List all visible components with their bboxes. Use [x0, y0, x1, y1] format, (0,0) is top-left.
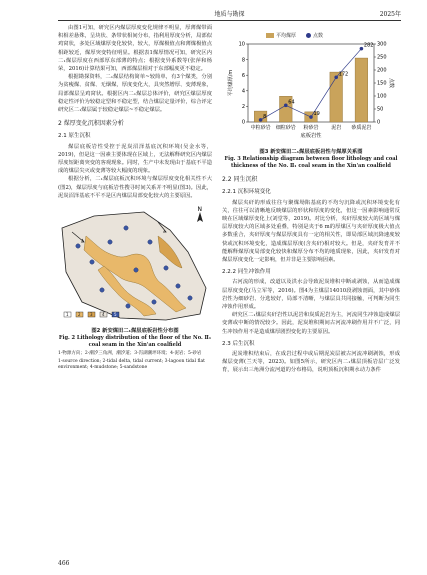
lithology-map — [58, 206, 212, 324]
left-column — [58, 24, 212, 375]
north-label: N — [197, 206, 202, 214]
y-tick-label: 6 — [241, 72, 245, 79]
y-tick-label: 2 — [241, 104, 245, 111]
y2-tick-label: 0 — [377, 119, 381, 126]
figure-3 — [222, 30, 400, 170]
fig2-caption-en: Fig. 2 Lithology distribution of the floor of the No. Ⅱ₁ coal seam in the Xin'an coalfield — [58, 335, 212, 349]
fig3-caption-cn: 图3 新安煤田二₁煤层底板岩性与煤厚关系图 — [259, 149, 363, 155]
y2-tick-label: 200 — [377, 67, 387, 74]
point-marker — [334, 75, 338, 79]
body-paragraph: 根据分析，二₁煤层底板沉积环境与煤层厚度变化相关性不大(图2)，煤层厚度与底板岩性搜寻时间关系并不明显(图3)。因此，泥炭沼泽基底不平不是区内煤层局部变化较大的主要原因。 — [58, 176, 212, 199]
legend-item-points: 点数 — [306, 32, 323, 40]
y2-tick-label: 150 — [377, 80, 387, 87]
y2-tick-label: 300 — [377, 41, 387, 48]
y2-tick-label: 100 — [377, 93, 387, 100]
figure-2 — [58, 206, 212, 371]
section-heading-2-2-1: 2.2.1 沉积环境变化 — [222, 189, 271, 196]
y2-tick-label: 250 — [377, 54, 387, 61]
point-label: 282 — [363, 42, 374, 49]
journal-year: 2025年 — [379, 11, 401, 18]
body-paragraph: 煤层底板岩性受控于泥炭沼泽基底沉积环境(吴金水等，2019)，但是这一因素主要体现在区域上，无法解释研究区内煤层厚度短距离突变的客观现象。同时，生产中未发现由于基底不平造成的煤层尖灭或变薄等较大幅度的现象。 — [58, 143, 212, 175]
point-label: 19 — [313, 111, 320, 118]
body-paragraph: 由图1可知，研究区内煤层厚度变化规律不明显，厚薄煤带面积相差悬殊，呈块状、条带状相间分布，指利用厚度分析，局部似鸡窝状，多处区域煤厚变化较快，较大，厚煤极值点和薄煤极值点相距较近，煤厚突变特征明显。根据表1煤厚情况可知，研究区内二₁煤层厚度在西部厚东部薄的特点；根据变异系数等(张萍和杨荣，2016)计算结果可知，西部煤层相对于东部幅度更不稳定。 — [58, 25, 212, 73]
bar — [330, 72, 343, 122]
section-heading-2-2-2: 2.2.2 同生冲蚀作用 — [222, 269, 271, 276]
section-heading-2-2: 2.2 同生沉积 — [222, 176, 258, 184]
fig2-caption-cn: 图2 新安煤田二₁煤层底板岩性分布图 — [91, 328, 179, 335]
svg-text:2: 2 — [78, 312, 81, 318]
running-header — [58, 6, 401, 21]
x-tick-label: 细粒砂岩 — [275, 125, 296, 131]
body-paragraph: 煤层夹矸的形成往往与聚煤坳陷基底的不均匀沉降或沉积环境变化有关，往往可以清晰地反映煤层的形状和厚度的变化，但这一因素影响通常反映在区域煤厚变化上(刘堂等，2019)。对比分析，夹矸厚度较大的区域与煤层厚度较大的区域多处重叠，特别是夹于6 m的厚煤区与夹矸厚度极大值点多数重合，夹矸厚度与煤层厚度具有一定的相关性，即局部区域沉降速度较快或沉积环境变化，造成煤层厚度(含夹矸)相对较大。但是，夹矸发育并不能解释煤厚度局部变化较快和煤厚分布不均的地质现象，因此，夹矸发育对煤层厚度变化一定影响，但并非是主要影响因素。 — [222, 199, 400, 264]
section-heading-2-1: 2.1 原生沉积 — [58, 133, 91, 140]
y-tick-label: 4 — [241, 88, 245, 95]
point-marker — [259, 118, 263, 122]
point-label: 64 — [288, 99, 295, 106]
journal-name: 地质与勘探 — [214, 11, 245, 18]
x-tick-label: 砂质泥岩 — [351, 125, 372, 131]
section-heading-2: 2 煤厚变化沉积因素分析 — [58, 120, 124, 128]
right-column — [222, 24, 400, 375]
y2-axis-label: 点数 — [388, 77, 394, 89]
fig2-note-en: 1-source direction; 2-tidal delta, tidal current; 3-lagoon tidal flat environment; 4-mudstone; 5-sandstone — [58, 359, 205, 371]
svg-text:5: 5 — [114, 312, 117, 318]
svg-text:1: 1 — [66, 312, 69, 318]
body-paragraph: 古河流的形成，改道以及洪水会导致泥炭堆积中断或剥蚀，从而造成煤层厚度变化(马立军等，2016)。图4为主煤层14010段剥蚀剖面，其中砂体岩性为细砂岩、分选较好，局部不清晰，与煤层具共同接触，可判断为同生冲蚀作用形成。 — [222, 279, 400, 311]
svg-text:4: 4 — [102, 312, 105, 318]
body-paragraph: 根据勘探资料，二₁煤层结构简单~较简单，有3个煤类，分别为贫瘦煤、贫煤、无烟煤，厚度变化大，具突然增厚、变薄现象，局部煤层呈鸡窝状。根据区内二₁煤层总体评价，研究区煤层厚度稳定性评价为较稳定型和不稳定型，结合煤层定量评价，综合评定研究区二₁煤层属于较稳定煤层~不稳定煤层。 — [58, 74, 212, 114]
point-label: 172 — [338, 71, 349, 78]
coal-thickness-chart — [226, 30, 396, 148]
section-heading-2-3: 2.3 后生沉积 — [222, 340, 255, 347]
y2-tick-label: 50 — [377, 106, 384, 113]
page-number: 466 — [58, 560, 70, 567]
point-marker — [284, 104, 288, 108]
x-tick-label: 泥岩 — [331, 125, 342, 131]
y-tick-label: 0 — [241, 119, 245, 126]
point-marker — [360, 47, 364, 51]
point-label: 8 — [263, 113, 267, 120]
x-axis-label: 底板岩性 — [300, 133, 322, 139]
body-paragraph: 研究区二₁煤层夹矸岩性以泥岩和炭质泥岩为主，河流同生冲蚀造成煤层变薄或中断的情况较少。因此，泥炭堆积期间古河流冲刷作用并不广泛，同生冲蚀作用不是造成煤厚剧烈变化的主要原因。 — [222, 312, 400, 335]
points-line — [261, 49, 362, 120]
svg-text:3: 3 — [90, 312, 93, 318]
y-axis-label: 平均煤厚/m — [228, 69, 234, 97]
bar — [355, 58, 368, 122]
legend-item-thickness: 平均煤厚 — [266, 32, 296, 40]
chart-legend — [266, 32, 323, 40]
chart-svg — [226, 30, 396, 148]
y-tick-label: 10 — [238, 41, 245, 48]
point-marker — [309, 115, 313, 119]
x-tick-label: 粉砂岩 — [303, 125, 319, 131]
x-tick-label: 中粒砂岩 — [250, 125, 271, 131]
fig2-note: 1-物源方向；2-潮汐三角洲，潮汐道；3-泻湖潮坪环境；4-泥岩；5-砂岩 — [58, 351, 202, 357]
fig3-caption-en: Fig. 3 Relationship diagram between floor lithology and coal thickness of the No. Ⅱ₁ coal seam in the Xin'an coalfield — [224, 156, 398, 170]
y-tick-label: 8 — [241, 57, 245, 64]
body-paragraph: 泥炭堆积结束后，在成岩过程中或后期泥炭层被古河流冲刷剥蚀，形成煤层变薄(兰天等，2023)。如图5所示，研究区内二₁煤层顶板岩层广泛发育，展示出三角洲分流河道的分布格局，说明顶板沉积期水动力条件 — [222, 351, 400, 374]
